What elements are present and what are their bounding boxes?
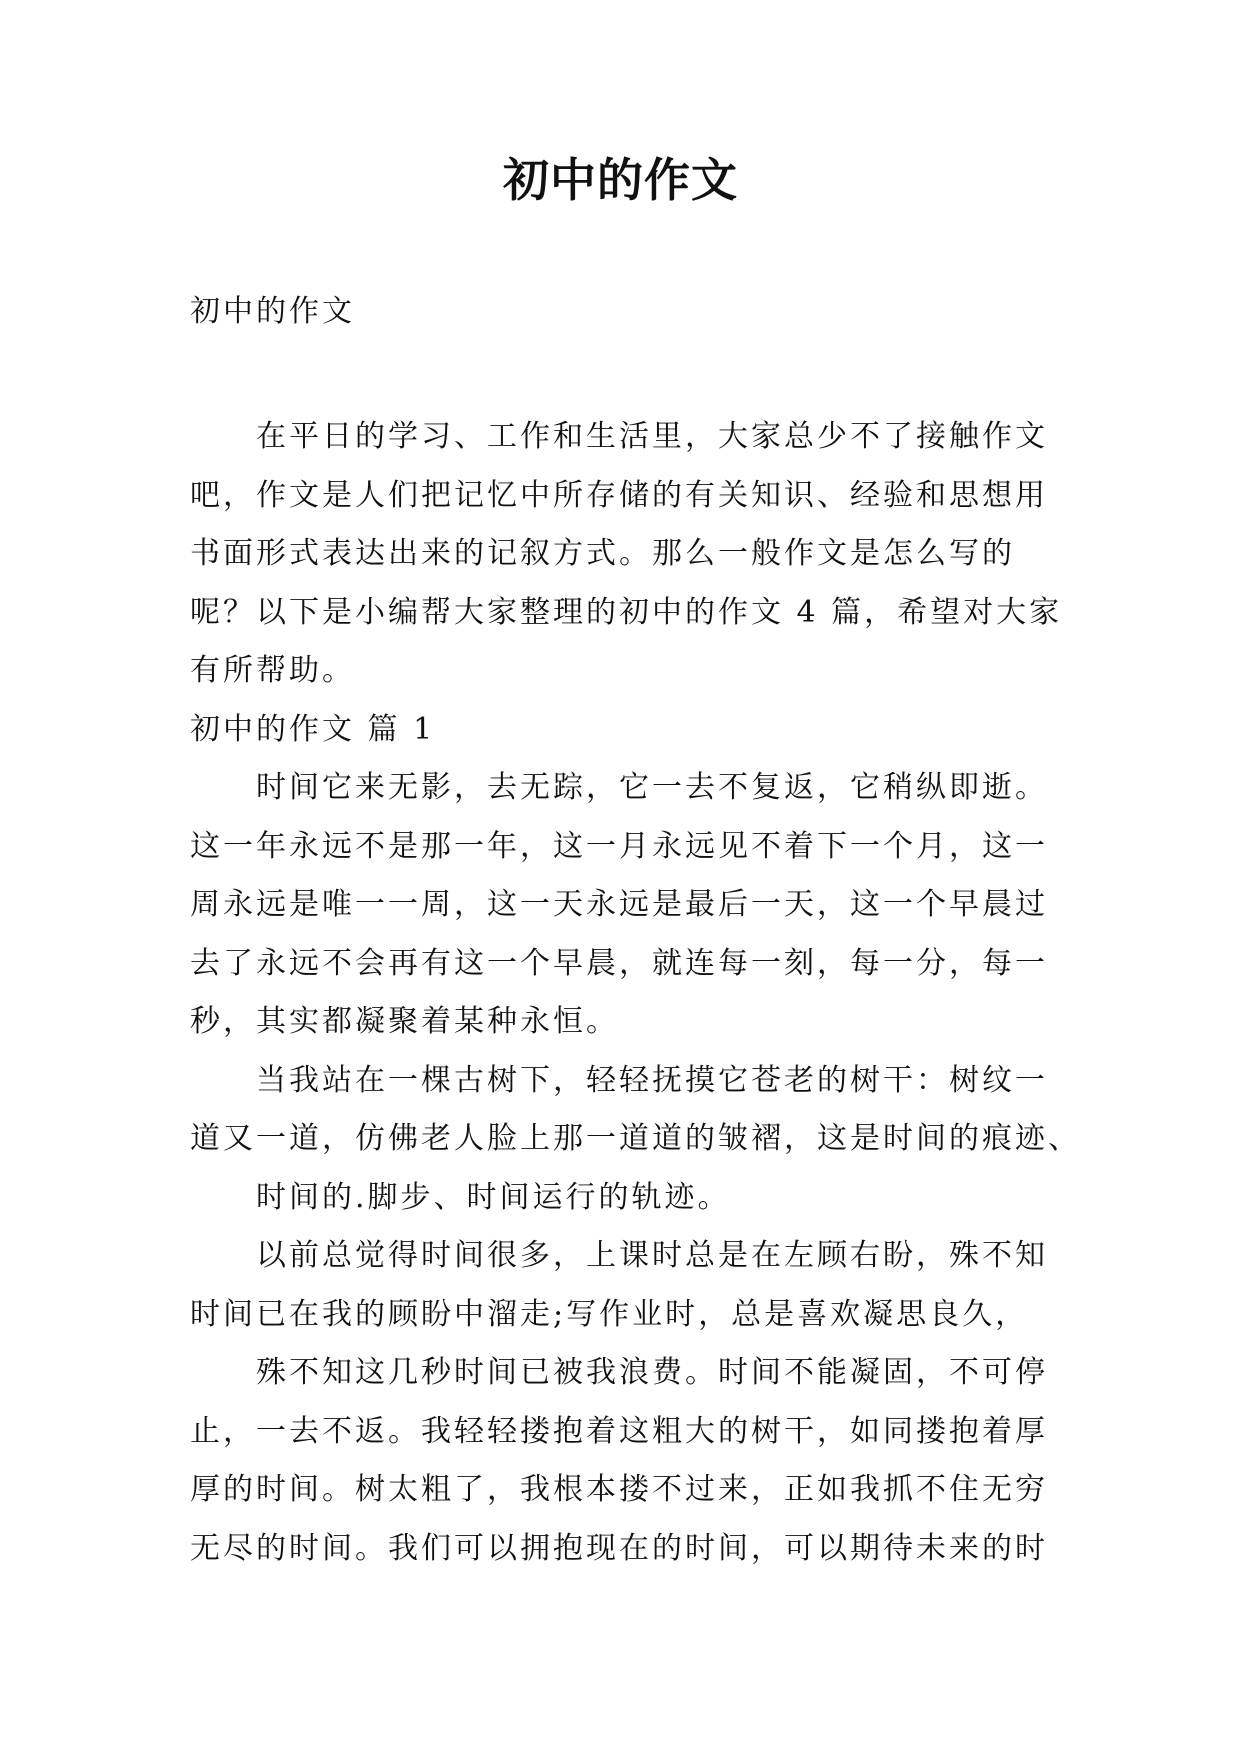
body-line: 厚的时间。树太粗了，我根本搂不过来，正如我抓不住无穷 bbox=[190, 1472, 1048, 1507]
body-line: 去了永远不会再有这一个早晨，就连每一刻，每一分，每一 bbox=[190, 945, 1048, 981]
body-line: 秒，其实都凝聚着某种永恒。 bbox=[190, 1004, 619, 1039]
body-line: 止，一去不返。我轻轻搂抱着这粗大的树干，如同搂抱着厚 bbox=[190, 1413, 1048, 1449]
body-line: 这一年永远不是那一年，这一月永远见不着下一个月，这一 bbox=[190, 828, 1048, 864]
body-line: 有所帮助。 bbox=[190, 653, 355, 688]
body-line: 周永远是唯一一周，这一天永远是最后一天，这一个早晨过 bbox=[190, 887, 1048, 922]
body-line: 呢？以下是小编帮大家整理的初中的作文 4 篇，希望对大家 bbox=[190, 594, 1063, 630]
document-title: 初中的作文 bbox=[503, 153, 738, 207]
document-subtitle: 初中的作文 bbox=[190, 294, 355, 329]
body-line: 吧，作文是人们把记忆中所存储的有关知识、经验和思想用 bbox=[190, 477, 1048, 513]
body-line: 在平日的学习、工作和生活里，大家总少不了接触作文 bbox=[256, 419, 1048, 454]
body-line: 时间已在我的顾盼中溜走;写作业时，总是喜欢凝思良久， bbox=[190, 1296, 1029, 1332]
body-line: 殊不知这几秒时间已被我浪费。时间不能凝固，不可停 bbox=[256, 1355, 1048, 1390]
body-line: 以前总觉得时间很多，上课时总是在左顾右盼，殊不知 bbox=[256, 1238, 1048, 1273]
body-line: 道又一道，仿佛老人脸上那一道道的皱褶，这是时间的痕迹、 bbox=[190, 1121, 1081, 1156]
body-line: 书面形式表达出来的记叙方式。那么一般作文是怎么写的 bbox=[190, 536, 1015, 571]
body-line: 时间的.脚步、时间运行的轨迹。 bbox=[256, 1179, 731, 1215]
body-line: 初中的作文 篇 1 bbox=[190, 711, 436, 747]
document-body bbox=[190, 408, 1081, 1578]
body-line: 当我站在一棵古树下，轻轻抚摸它苍老的树干：树纹一 bbox=[256, 1062, 1048, 1098]
body-line: 时间它来无影，去无踪，它一去不复返，它稍纵即逝。 bbox=[256, 770, 1048, 805]
body-line: 无尽的时间。我们可以拥抱现在的时间，可以期待未来的时 bbox=[190, 1530, 1048, 1566]
